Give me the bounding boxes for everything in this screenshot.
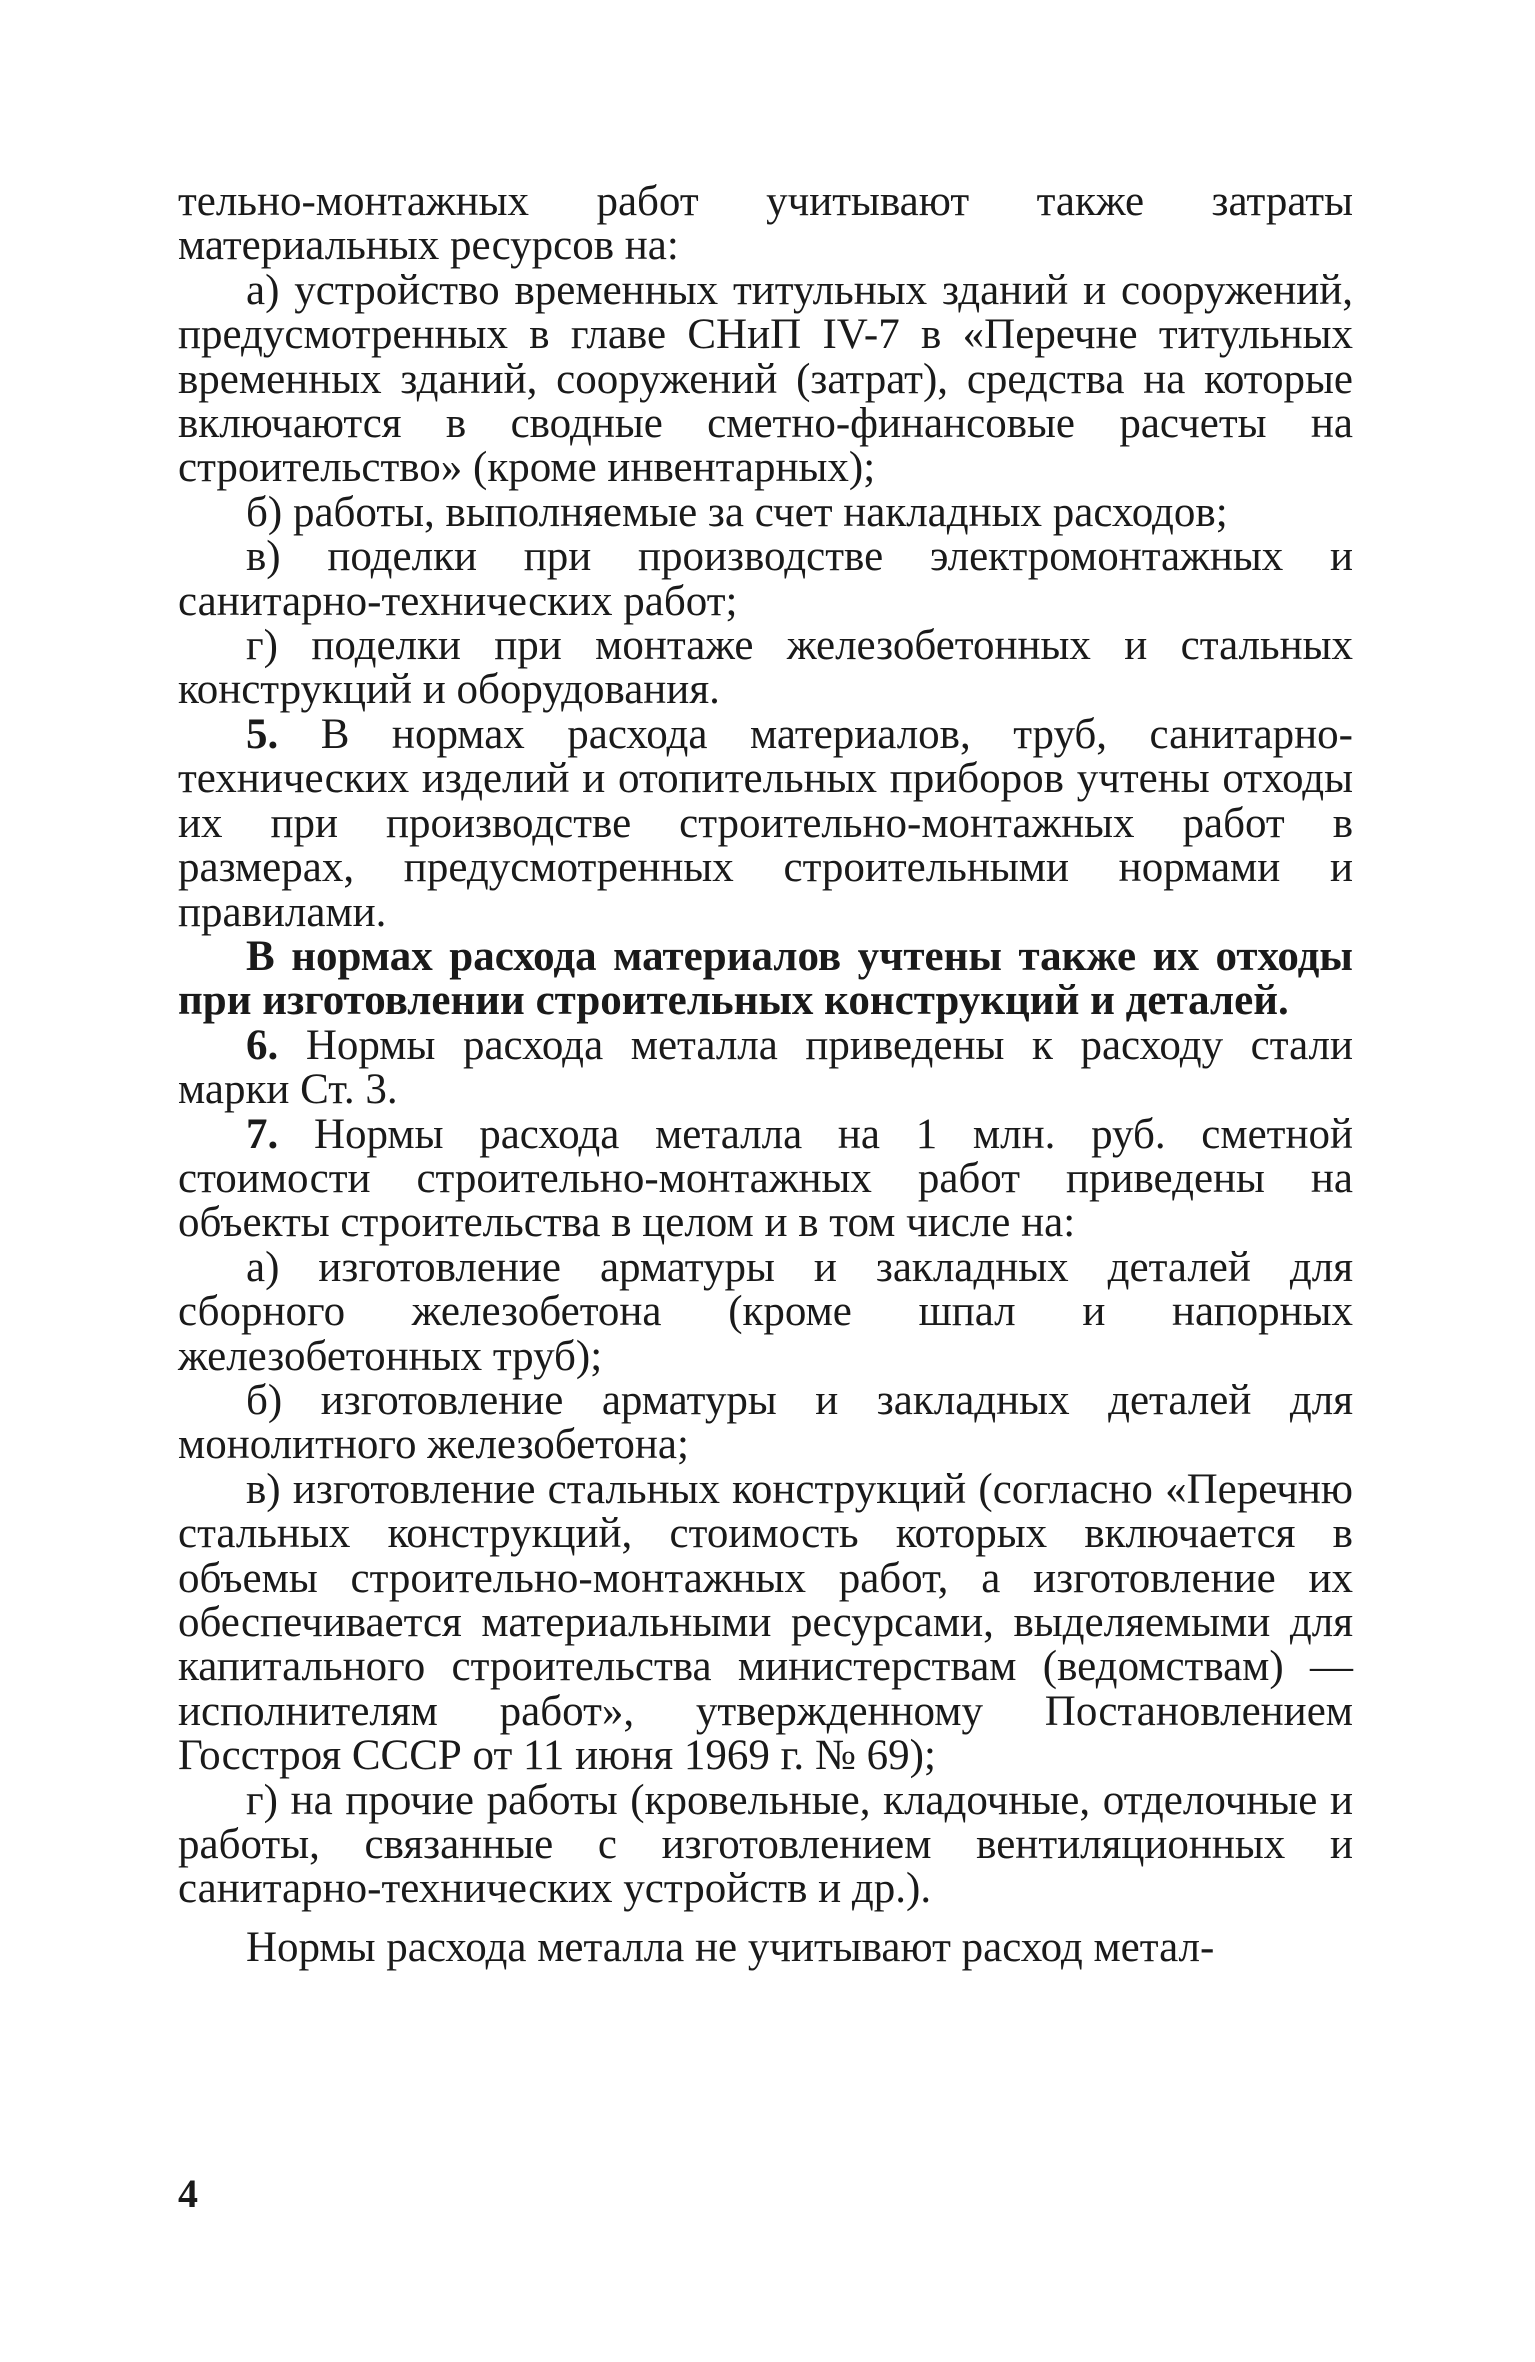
list-item-b-monolithic-reinforcement: б) изготовление арматуры и закладных деталей для монолитного железобетона;	[178, 1376, 1353, 1469]
list-item-g-installation-works: г) поделки при монтаже железобетонных и стальных конструкций и оборудования.	[178, 622, 1353, 714]
list-item-g-other-works: г) на прочие работы (кровельные, кладочные, отделочные и работы, связанные с изготовлением вентиляционных и санитарно-технических устройств и др.).	[178, 1776, 1353, 1913]
clause-6	[178, 1021, 1353, 1114]
clause-number: 7.	[246, 1110, 279, 1158]
clause-text: Нормы расхода металла на 1 млн. руб. сметной стоимости строительно-монтажных работ приведены на объекты строительства в целом и в том числе на:	[178, 1110, 1353, 1247]
list-item-a-precast-reinforcement: а) изготовление арматуры и закладных деталей для сборного железобетона (кроме шпал и напорных железобетонных труб);	[178, 1243, 1353, 1380]
list-item-v-electrical-works: в) поделки при производстве электромонтажных и санитарно-технических работ;	[178, 533, 1353, 625]
clause-text: Нормы расхода металла приведены к расходу стали марки Ст. 3.	[178, 1021, 1353, 1114]
clause-5-note: В нормах расхода материалов учтены также их отходы при изготовлении строительных конструкций и деталей.	[178, 932, 1353, 1025]
list-item-a-temporary-buildings: а) устройство временных титульных зданий и сооружений, предусмотренных в главе СНиП IV-7 в «Перечне титульных временных зданий, сооружений (затрат), средства на которые включаются в сводные сметно-финансовые расчеты на строительство» (кроме инвентарных);	[178, 266, 1353, 492]
clause-text: В нормах расхода материалов, труб, санитарно-технических изделий и отопительных приборов учтены отходы их при производстве строительно-монтажных работ в размерах, предусмотренных строительными нормами и правилами.	[178, 710, 1353, 936]
clause-5	[178, 710, 1353, 936]
paragraph-continuation: тельно-монтажных работ учитывают также затраты материальных ресурсов на:	[178, 178, 1353, 270]
clause-7	[178, 1110, 1353, 1247]
list-item-b-overhead-works: б) работы, выполняемые за счет накладных расходов;	[246, 488, 1228, 536]
clause-number: 6.	[246, 1021, 279, 1069]
list-item-v-steel-structures: в) изготовление стальных конструкций (согласно «Перечню стальных конструкций, стоимость которых включается в объемы строительно-монтажных работ, а изготовление их обеспечивается материальными ресурсами, выделяемыми для капитального строительства министерствам (ведомствам) — исполнителям работ», утвержденному Постановлением Госстроя СССР от 11 июня 1969 г. № 69);	[178, 1465, 1353, 1780]
clause-number: 5.	[246, 710, 279, 758]
document-page	[178, 180, 1353, 1970]
paragraph-final: Нормы расхода металла не учитывают расход метал-	[246, 1923, 1215, 1971]
page-number: 4	[178, 2171, 198, 2216]
